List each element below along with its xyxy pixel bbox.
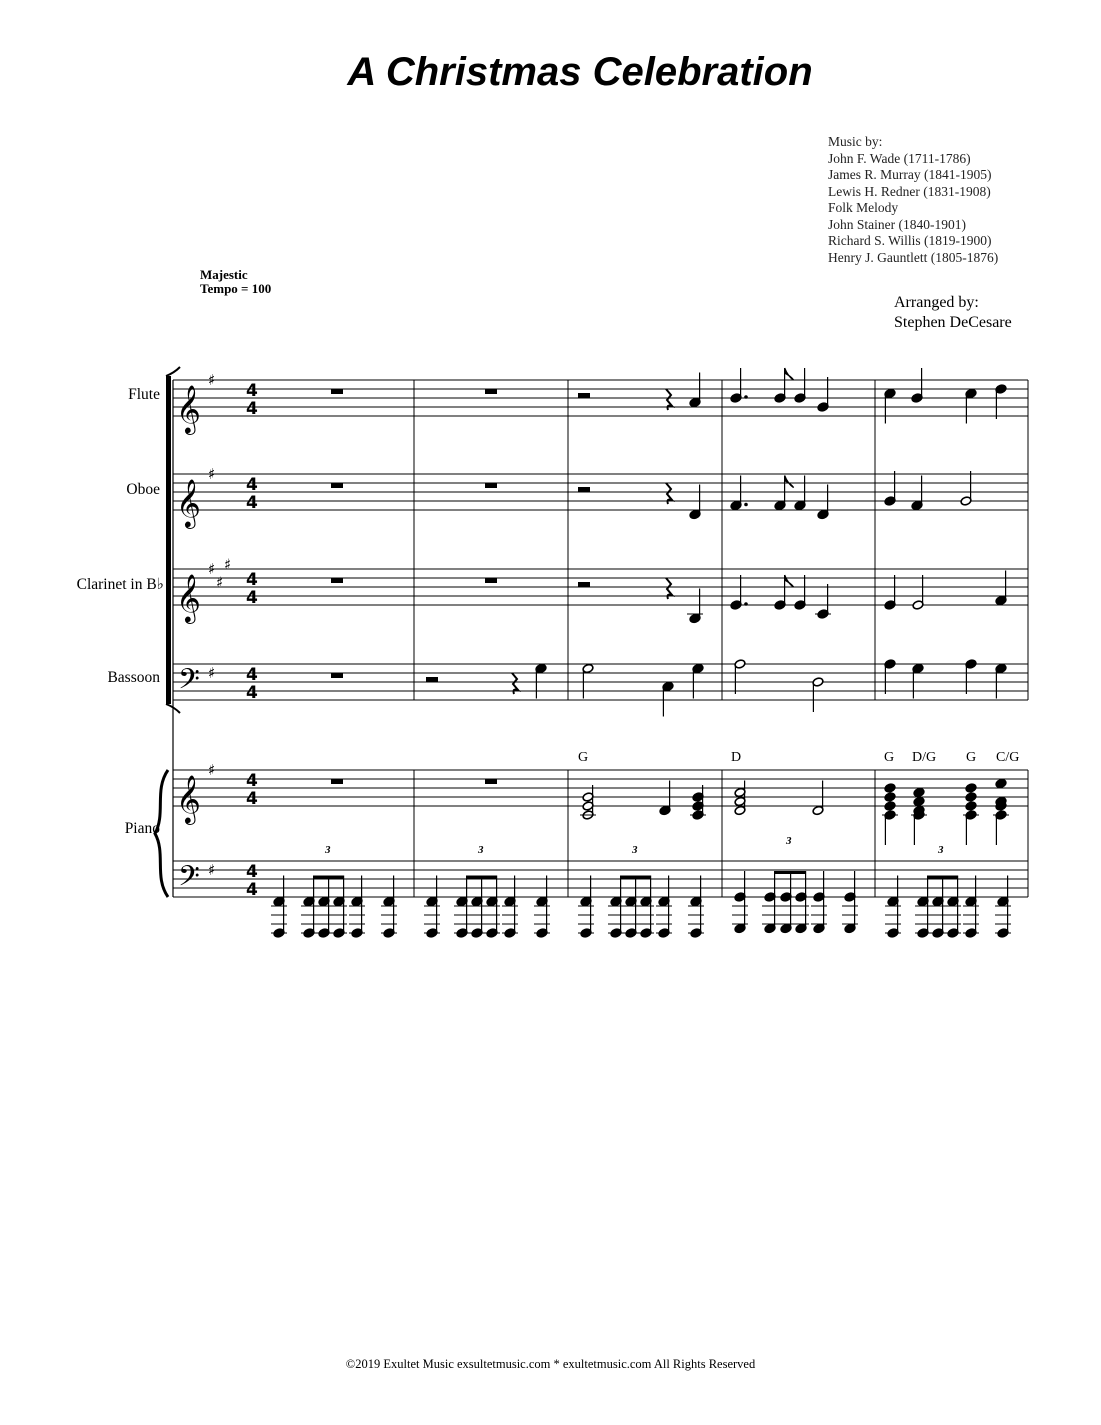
notehead — [913, 796, 925, 806]
augmentation-dot — [744, 602, 748, 606]
tuplet-beam — [928, 876, 958, 879]
augmentation-dot — [744, 503, 748, 507]
tuplet-beam — [775, 871, 806, 874]
key-sharp-icon: ♯ — [208, 371, 216, 389]
treble-clef-icon: 𝄞 — [176, 478, 201, 527]
whole-rest — [331, 389, 343, 394]
tuplet-beam — [621, 876, 651, 879]
composer-heading: Music by: — [828, 134, 883, 149]
chord-symbol: D — [731, 750, 742, 765]
half-rest — [578, 582, 590, 587]
instrument-label-piano: Piano — [124, 820, 160, 837]
notehead — [884, 801, 896, 811]
tuplet-mark: 3 — [786, 835, 792, 847]
instrument-label-clarinet: Clarinet in B♭ — [76, 576, 164, 593]
key-sharp-icon: ♯ — [208, 664, 216, 682]
piano-brace — [155, 770, 168, 897]
instrument-label-oboe: Oboe — [126, 481, 160, 498]
key-sharp-icon: ♯ — [224, 555, 232, 574]
treble-clef-icon: 𝄞 — [176, 774, 201, 823]
chord-symbol: C/G — [996, 750, 1020, 765]
time-signature-top: 4 — [246, 862, 258, 882]
time-signature-bottom: 4 — [246, 789, 258, 809]
tempo-value: Tempo = 100 — [200, 281, 272, 296]
time-signature-bottom: 4 — [246, 399, 258, 419]
tempo-style: Majestic — [200, 267, 248, 282]
tuplet-mark: 3 — [938, 844, 944, 856]
tuplet-beam — [314, 876, 344, 879]
whole-rest — [331, 578, 343, 583]
notehead — [884, 783, 896, 793]
augmentation-dot — [744, 395, 748, 399]
instrument-label-flute: Flute — [128, 386, 160, 403]
time-signature-bottom: 4 — [246, 683, 258, 703]
half-rest — [426, 677, 438, 682]
composer-line: John Stainer (1840-1901) — [828, 216, 966, 232]
whole-rest — [331, 673, 343, 678]
treble-clef-icon: 𝄞 — [176, 384, 201, 433]
notehead — [913, 787, 925, 797]
note-flag — [785, 575, 794, 587]
note-flag — [785, 476, 794, 488]
time-signature-top: 4 — [246, 475, 258, 495]
time-signature-bottom: 4 — [246, 880, 258, 900]
chord-symbol: G — [578, 750, 589, 765]
arranger-name: Stephen DeCesare — [894, 314, 1012, 331]
composer-line: John F. Wade (1711-1786) — [828, 150, 971, 166]
tuplet-mark: 3 — [632, 844, 638, 856]
half-rest — [578, 487, 590, 492]
composer-line: James R. Murray (1841-1905) — [828, 167, 992, 182]
whole-rest — [485, 389, 497, 394]
time-signature-top: 4 — [246, 665, 258, 685]
notehead — [965, 783, 977, 793]
composer-line: Folk Melody — [828, 200, 899, 215]
score-title: A Christmas Celebration — [347, 50, 813, 94]
half-rest — [578, 393, 590, 398]
time-signature-bottom: 4 — [246, 493, 258, 513]
composer-line: Richard S. Willis (1819-1900) — [828, 233, 992, 248]
time-signature-top: 4 — [246, 771, 258, 791]
whole-rest — [485, 578, 497, 583]
chord-symbol: D/G — [912, 750, 937, 765]
bracket-hook — [166, 367, 180, 376]
key-sharp-icon: ♯ — [208, 761, 216, 779]
notehead — [965, 792, 977, 802]
tuplet-beam — [467, 876, 497, 879]
tuplet-mark: 3 — [325, 844, 331, 856]
whole-rest — [485, 483, 497, 488]
staff-lines — [173, 380, 1028, 897]
time-signature-top: 4 — [246, 381, 258, 401]
chord-symbol: G — [884, 750, 895, 765]
tuplet-mark: 3 — [478, 844, 484, 856]
whole-rest — [331, 483, 343, 488]
composer-line: Henry J. Gauntlett (1805-1876) — [828, 249, 999, 265]
key-sharp-icon: ♯ — [208, 560, 216, 578]
treble-clef-icon: 𝄞 — [176, 573, 201, 622]
instrument-label-bassoon: Bassoon — [107, 669, 160, 686]
bass-clef-icon: 𝄢 — [178, 663, 200, 703]
notehead — [965, 801, 977, 811]
whole-rest — [485, 779, 497, 784]
time-signature-bottom: 4 — [246, 588, 258, 608]
key-sharp-icon: ♯ — [216, 573, 224, 592]
copyright-footer: ©2019 Exultet Music exsultetmusic.com * exultetmusic.com All Rights Reserved — [345, 1357, 756, 1371]
notehead — [995, 778, 1007, 788]
notation-marks — [155, 367, 1028, 938]
time-signature-top: 4 — [246, 570, 258, 590]
bass-clef-icon: 𝄢 — [178, 860, 200, 900]
note-flag — [785, 368, 794, 380]
key-sharp-icon: ♯ — [208, 465, 216, 483]
arranger-label: Arranged by: — [894, 294, 979, 311]
composer-line: Lewis H. Redner (1831-1908) — [828, 183, 991, 199]
notehead — [884, 792, 896, 802]
key-sharp-icon: ♯ — [208, 861, 216, 879]
group-bracket — [166, 376, 171, 704]
chord-symbol: G — [966, 750, 977, 765]
whole-rest — [331, 779, 343, 784]
